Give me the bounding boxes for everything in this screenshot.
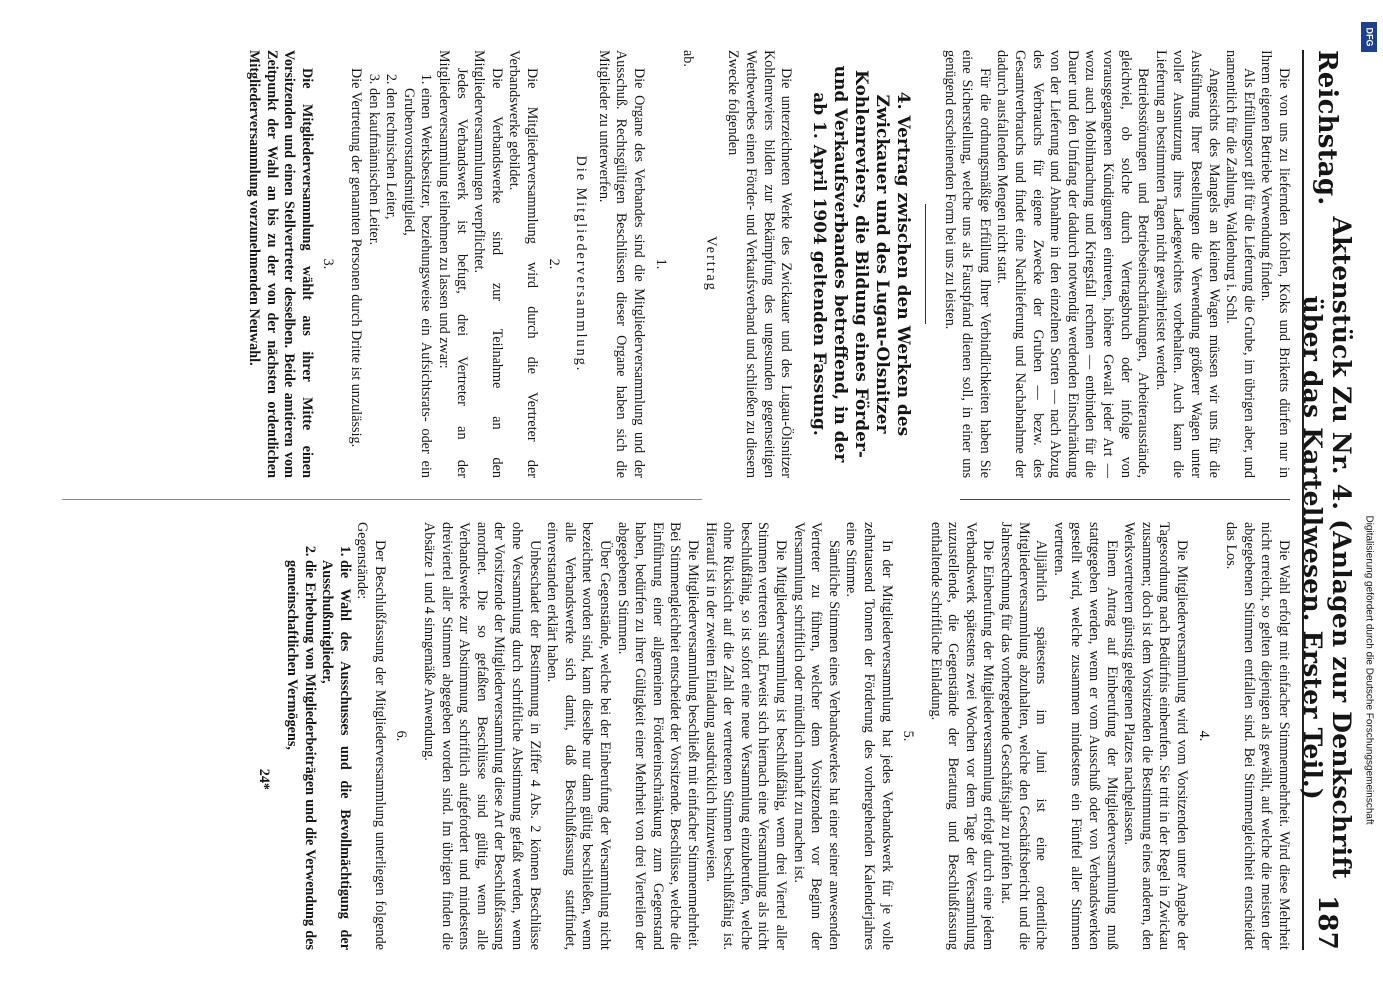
section-number: 4. bbox=[1195, 730, 1212, 742]
paragraph: Einem Antrag auf Einberufung der Mitgliederversammlung muß stattgegeben werden, wenn er vom Ausschuß oder von Verbandswerken gestellt wird, welche zusammen mindestens ein Fünftel aller Stimmen vertreten. bbox=[1050, 522, 1120, 950]
section-number: 3. bbox=[319, 258, 336, 270]
signature-mark: 24* bbox=[255, 768, 272, 790]
subjects-list bbox=[282, 522, 352, 950]
document-page bbox=[22, 30, 1362, 970]
header-left: Reichstag. bbox=[1311, 50, 1342, 206]
paragraph: Alljährlich spätestens im Juni ist eine ordentliche Mitgliederversammlung abzuhalten, welche den Geschäftsbericht und die Jahresrechnung für das vorhergehende Geschäftsjahr zu prüfen hat. bbox=[997, 522, 1049, 950]
paragraph: Die Mitgliederversammlung ist beschlußfähig, wenn drei Viertel aller Stimmen vertreten sind. Erweist sich hiernach eine Versammlung als nicht beschlußfähig, so ist sofort eine neue Versammlung einzuberufen, welche ohne Rücksicht auf die Zahl der vertretenen Stimmen beschlußfähig ist. Hierauf ist in der zweiten Einladung ausdrücklich hinzuweisen. bbox=[702, 522, 789, 950]
abbreviation: ab. bbox=[679, 50, 696, 67]
paragraph: Sämtliche Stimmen eines Verbandswerkes hat einer seiner anwesenden Vertreter zu führen, welcher dem Vorsitzenden vor Beginn der Versammlung schriftlich oder mündlich namhaft zu machen ist. bbox=[790, 522, 842, 950]
paragraph: Die Mitgliederversammlung wird vom Vorsitzenden unter Angabe der Tagesordnung nach Bedürfnis einberufen. Sie tritt in der Regel in Zwickau zusammen; doch ist dem Vorsitzenden die Bestimmung eines anderen, den Werksvertretern günstig gelegenen Platzes nachgelassen. bbox=[1120, 522, 1190, 950]
paragraph: Betriebsstörungen und Betriebseinschränkungen, Arbeiterausstände, gleichviel, ob solche durch Vertragsbruch oder infolge von vorausgegangenen Kündigungen eintreten, höhere Gewalt jeder Art — wozu auch Mobilmachung und Kriegsfall rechnen — entbinden für die Dauer und den Umfang der dadurch notwendig werdenden Einschränkung von der Lieferung und Abnahme in den einzelnen Sorten — nach Abzug des Verbrauchs für eigene Zwecke der Gruben — bezw. des Gesamtverbrauchs und findet eine Nachlieferung und Nachabnahme der dadurch ausfallenden Mengen nicht statt. bbox=[994, 50, 1151, 478]
paragraph: Die Mitgliederversammlung wird durch die Vertreter der Verbandswerke gebildet. bbox=[505, 50, 540, 478]
list-item: 1. einen Werksbesitzer, beziehungsweise ein Aufsichtsrats- oder ein Grubenvorstandsmitglied, bbox=[399, 88, 434, 478]
paragraph: Die Wahl erfolgt mit einfacher Stimmenmehrheit. Wird diese Mehrheit nicht erreicht, so gelten diejenigen als gewählt, auf welche die meisten der abgegebenen Stimmen entfallen sind. Bei Stimmengleichheit entscheidet das Los. bbox=[1222, 522, 1292, 950]
section-number: 2. bbox=[545, 258, 562, 270]
left-column bbox=[52, 50, 1292, 478]
page-number: 187 bbox=[1311, 895, 1342, 950]
paragraph: Die unterzeichneten Werke des Zwickauer und des Lugau-Ölsnitzer Kohlenreviers bilden zur Bekämpfung des ungesunden gegenseitigen Wettbewerbes einen Förder- und Verkaufsverband und schließen zu diesem Zwecke folgenden bbox=[724, 50, 794, 478]
list-item: 3. den kaufmännischen Leiter. bbox=[364, 88, 382, 478]
list-item: 1. die Wahl des Ausschusses und die Bevollmächtigung der Ausschußmitglieder, bbox=[317, 560, 352, 950]
paragraph: Für die ordnungsmäßige Erfüllung Ihrer Verbindlichkeiten haben Sie eine Sicherstellung, welche uns als Faustpfand dienen soll, in einer uns genügend erscheinenden Form bei uns zu leisten. bbox=[941, 50, 993, 478]
header-title: Aktenstück Zu Nr. 4. (Anlagen zur Denkschrift über das Kartellwesen. Erster Teil.) bbox=[1297, 216, 1356, 880]
section-separator bbox=[925, 204, 926, 324]
paragraph: Unbeschadet der Bestimmung in Ziffer 4 Abs. 2 können Beschlüsse ohne Versammlung durch schriftliche Abstimmung gefaßt werden, wenn der Vorsitzende der Mitgliederversammlung diese Art der Beschlußfassung anordnet. Die so gefaßten Beschlüsse sind gültig, wenn alle Verbandswerke zur Abstimmung schriftlich aufgefordert und mindestens dreiviertel aller Stimmen abgegeben worden sind. Im übrigen finden die Absätze 1 und 4 sinngemäße Anwendung. bbox=[420, 522, 543, 950]
digitization-credit bbox=[1359, 20, 1379, 980]
paragraph: Jedes Verbandswerk ist befugt, drei Vertreter an der Mitgliederversammlung teilnehmen zu lassen und zwar: bbox=[435, 50, 470, 478]
right-column bbox=[52, 522, 1292, 950]
contract-label: Vertrag bbox=[702, 236, 719, 292]
paragraph: Die Mitgliederversammlung beschließt mit einfacher Stimmenmehrheit. Bei Stimmengleichheit entscheidet der Vorsitzende. Beschlüsse, welche die Einführung einer allgemeinen Fördereinschränkung zum Gegenstand haben, bedürfen zu ihrer Gültigkeit einer Mehrheit von drei Vierteilen der abgegebenen Stimmen. bbox=[614, 522, 701, 950]
paragraph: Als Erfüllungsort gilt für die Lieferung die Grube, im übrigen aber, und namentlich für die Zahlung, Waldenburg i. Schl. bbox=[1222, 50, 1257, 478]
list-item: 2. den technischen Leiter, bbox=[381, 88, 399, 478]
paragraph: Die von uns zu liefernden Kohlen, Koks und Briketts dürfen nur in Ihrem eigenen Betriebe Verwendung finden. bbox=[1257, 50, 1292, 478]
paragraph: Der Beschlußfassung der Mitgliederversammlung unterliegen folgende Gegenstände: bbox=[353, 522, 388, 950]
paragraph: Über Gegenstände, welche bei der Einberufung der Versammlung nicht bezeichnet worden sind, kann dieselbe nur dann gültig beschließen, wenn alle Verbandswerke sich damit, daß Beschlußfassung stattfindet, einverstanden erklärt haben. bbox=[543, 522, 613, 950]
section-heading: 4. Vertrag zwischen den Werken des Zwickauer und des Lugau-Olsnitzer Kohlenreviers, die Bildung eines Förder- und Verkaufsverbandes betreffend, in der ab 1. April 1904 geltenden Fassung. bbox=[808, 65, 913, 463]
column-rule-lower bbox=[62, 499, 702, 500]
paragraph: Angesichts des Mangels an kleinen Wagen müssen wir uns für die Ausführung Ihrer Bestellungen die Verwendung größerer Wagen unter voller Ausnutzung ihres Ladegewichtes vorbehalten. Auch kann die Lieferung an bestimmten Tagen nicht gewährleistet werden. bbox=[1152, 50, 1222, 478]
paragraph: In der Mitgliederversammlung hat jedes Verbandswerk für je volle zehntausend Tonnen der Förderung des vorhergehenden Kalenderjahres eine Stimme. bbox=[842, 522, 895, 950]
section-number: 1. bbox=[652, 258, 669, 270]
representatives-list bbox=[364, 50, 434, 478]
paragraph: Die Verbandswerke sind zur Teilnahme an den Mitgliederversammlungen verpflichtet. bbox=[470, 50, 505, 478]
paragraph: Die Mitgliederversammlung wählt aus ihrer Mitte einen Vorsitzenden und einen Stellvertreter desselben. Beide amtieren vom Zeitpunkt der Wahl an bis zu der von der nächsten ordentlichen Mitgliederversammlung vorzunehmenden Neuwahl. bbox=[245, 50, 315, 478]
list-item: 2. die Erhebung von Mitgliederbeiträgen und die Verwendung des gemeinschaftlichen Vermögens, bbox=[282, 560, 317, 950]
paragraph: Die Organe des Verbandes sind die Mitgliederversammlung und der Ausschuß. Rechtsgültigen Beschlüssen dieser Organe haben sich die Mitglieder zu unterwerfen. bbox=[595, 50, 647, 478]
section-number: 6. bbox=[393, 730, 409, 742]
paragraph: Die Einberufung der Mitgliederversammlung erfolgt durch eine jedem Verbandswerk spätestens zwei Wochen vor dem Tage der Versammlung zuzustellende, die Gegenstände der Beratung und Beschlußfassung enthaltende schriftliche Einladung. bbox=[927, 522, 996, 950]
column-rule bbox=[960, 499, 1290, 500]
subsection-title: Die Mitgliederversammlung. bbox=[572, 155, 589, 373]
dfg-logo-icon: DFG bbox=[1361, 22, 1377, 52]
running-header bbox=[1297, 50, 1356, 950]
section-number: 5. bbox=[899, 730, 916, 742]
credit-text: Digitalisierung gefördert durch die Deutsche Forschungsgemeinschaft bbox=[1363, 515, 1375, 825]
paragraph: Die Vertretung der genannten Personen durch Dritte ist unzulässig. bbox=[347, 68, 364, 448]
